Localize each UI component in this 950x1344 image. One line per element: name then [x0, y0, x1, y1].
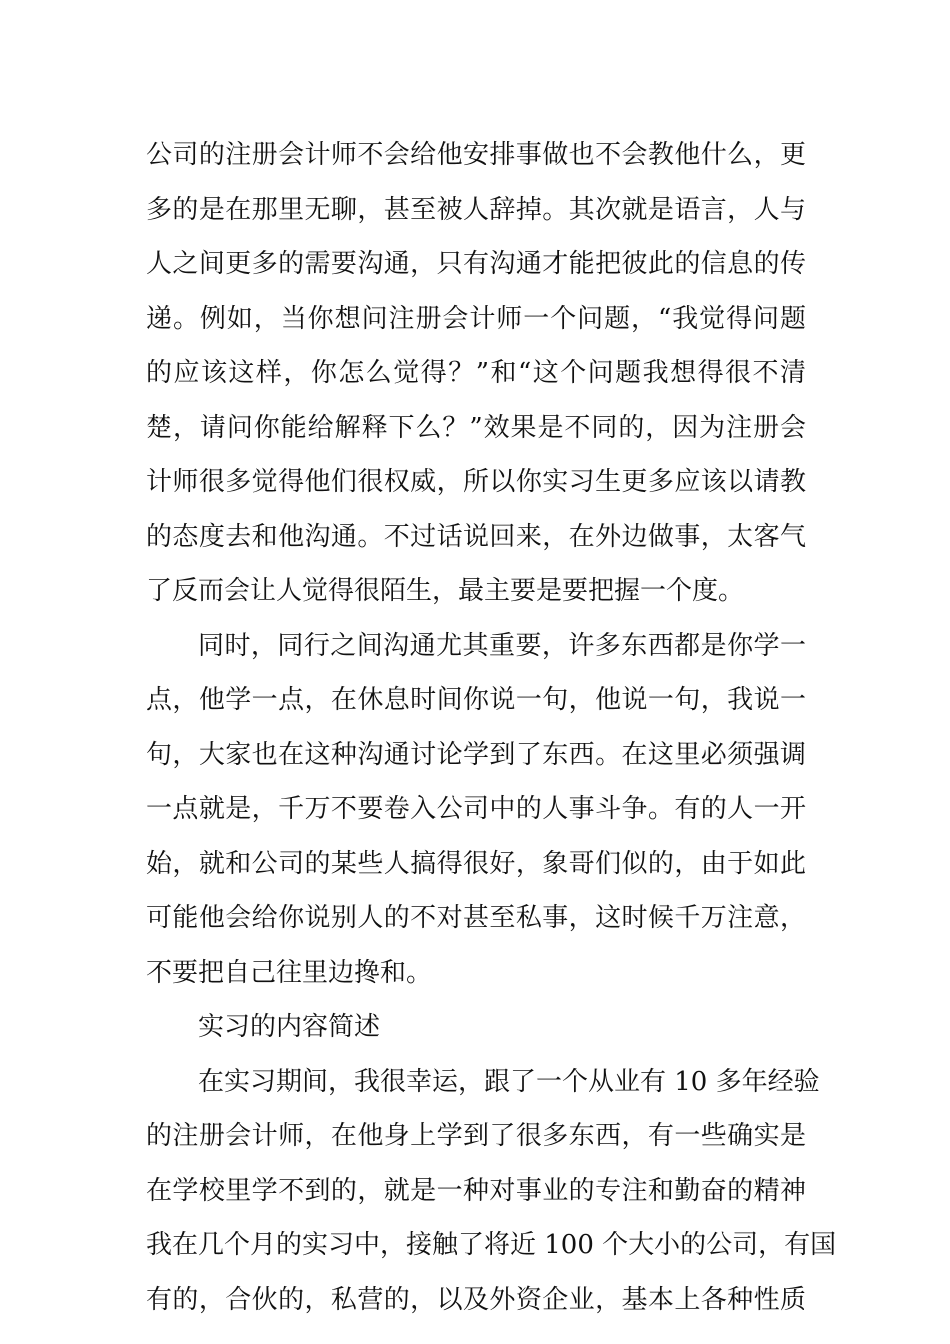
paragraph-3-line: 在学校里学不到的，就是一种对事业的专注和勤奋的精神	[146, 1175, 806, 1206]
section-heading: 实习的内容简述	[198, 1012, 381, 1042]
paragraph-3-line: 有的，合伙的，私营的，以及外资企业，基本上各种性质	[146, 1284, 806, 1315]
paragraph-1-line: 的应该这样，你怎么觉得？”和“这个问题我想得很不清	[146, 358, 806, 388]
paragraph-1-line: 递。例如，当你想问注册会计师一个问题，“我觉得问题	[146, 303, 806, 334]
paragraph-2-line: 始，就和公司的某些人搞得很好，象哥们似的，由于如此	[146, 848, 806, 879]
paragraph-1-line: 人之间更多的需要沟通，只有沟通才能把彼此的信息的传	[146, 249, 806, 279]
paragraph-1-line: 多的是在那里无聊，甚至被人辞掉。其次就是语言，人与	[146, 194, 806, 225]
paragraph-1-line: 了反而会让人觉得很陌生，最主要是要把握一个度。	[146, 576, 745, 606]
paragraph-3-line: 在实习期间，我很幸运，跟了一个从业有 10 多年经验	[198, 1066, 820, 1097]
paragraph-1-line: 计师很多觉得他们很权威，所以你实习生更多应该以请教	[146, 467, 806, 497]
paragraph-2-line: 句，大家也在这种沟通讨论学到了东西。在这里必须强调	[146, 739, 806, 770]
paragraph-2-line: 一点就是，千万不要卷入公司中的人事斗争。有的人一开	[146, 794, 806, 824]
paragraph-2-line: 不要把自己往里边搀和。	[146, 957, 433, 988]
paragraph-3-line: 的注册会计师，在他身上学到了很多东西，有一些确实是	[146, 1121, 806, 1151]
paragraph-2-line: 点，他学一点，在休息时间你说一句，他说一句，我说一	[146, 685, 806, 715]
body-text	[146, 128, 837, 1327]
paragraph-2-line: 同时，同行之间沟通尤其重要，许多东西都是你学一	[198, 630, 806, 661]
paragraph-3-line: 我在几个月的实习中，接触了将近 100 个大小的公司，有国	[146, 1230, 837, 1260]
paragraph-2-line: 可能他会给你说别人的不对甚至私事，这时候千万注意，	[146, 903, 806, 933]
paragraph-1-line: 楚，请问你能给解释下么？”效果是不同的，因为注册会	[146, 412, 806, 443]
paragraph-1-line: 公司的注册会计师不会给他安排事做也不会教他什么，更	[146, 140, 806, 170]
paragraph-1-line: 的态度去和他沟通。不过话说回来，在外边做事，太客气	[146, 521, 806, 552]
